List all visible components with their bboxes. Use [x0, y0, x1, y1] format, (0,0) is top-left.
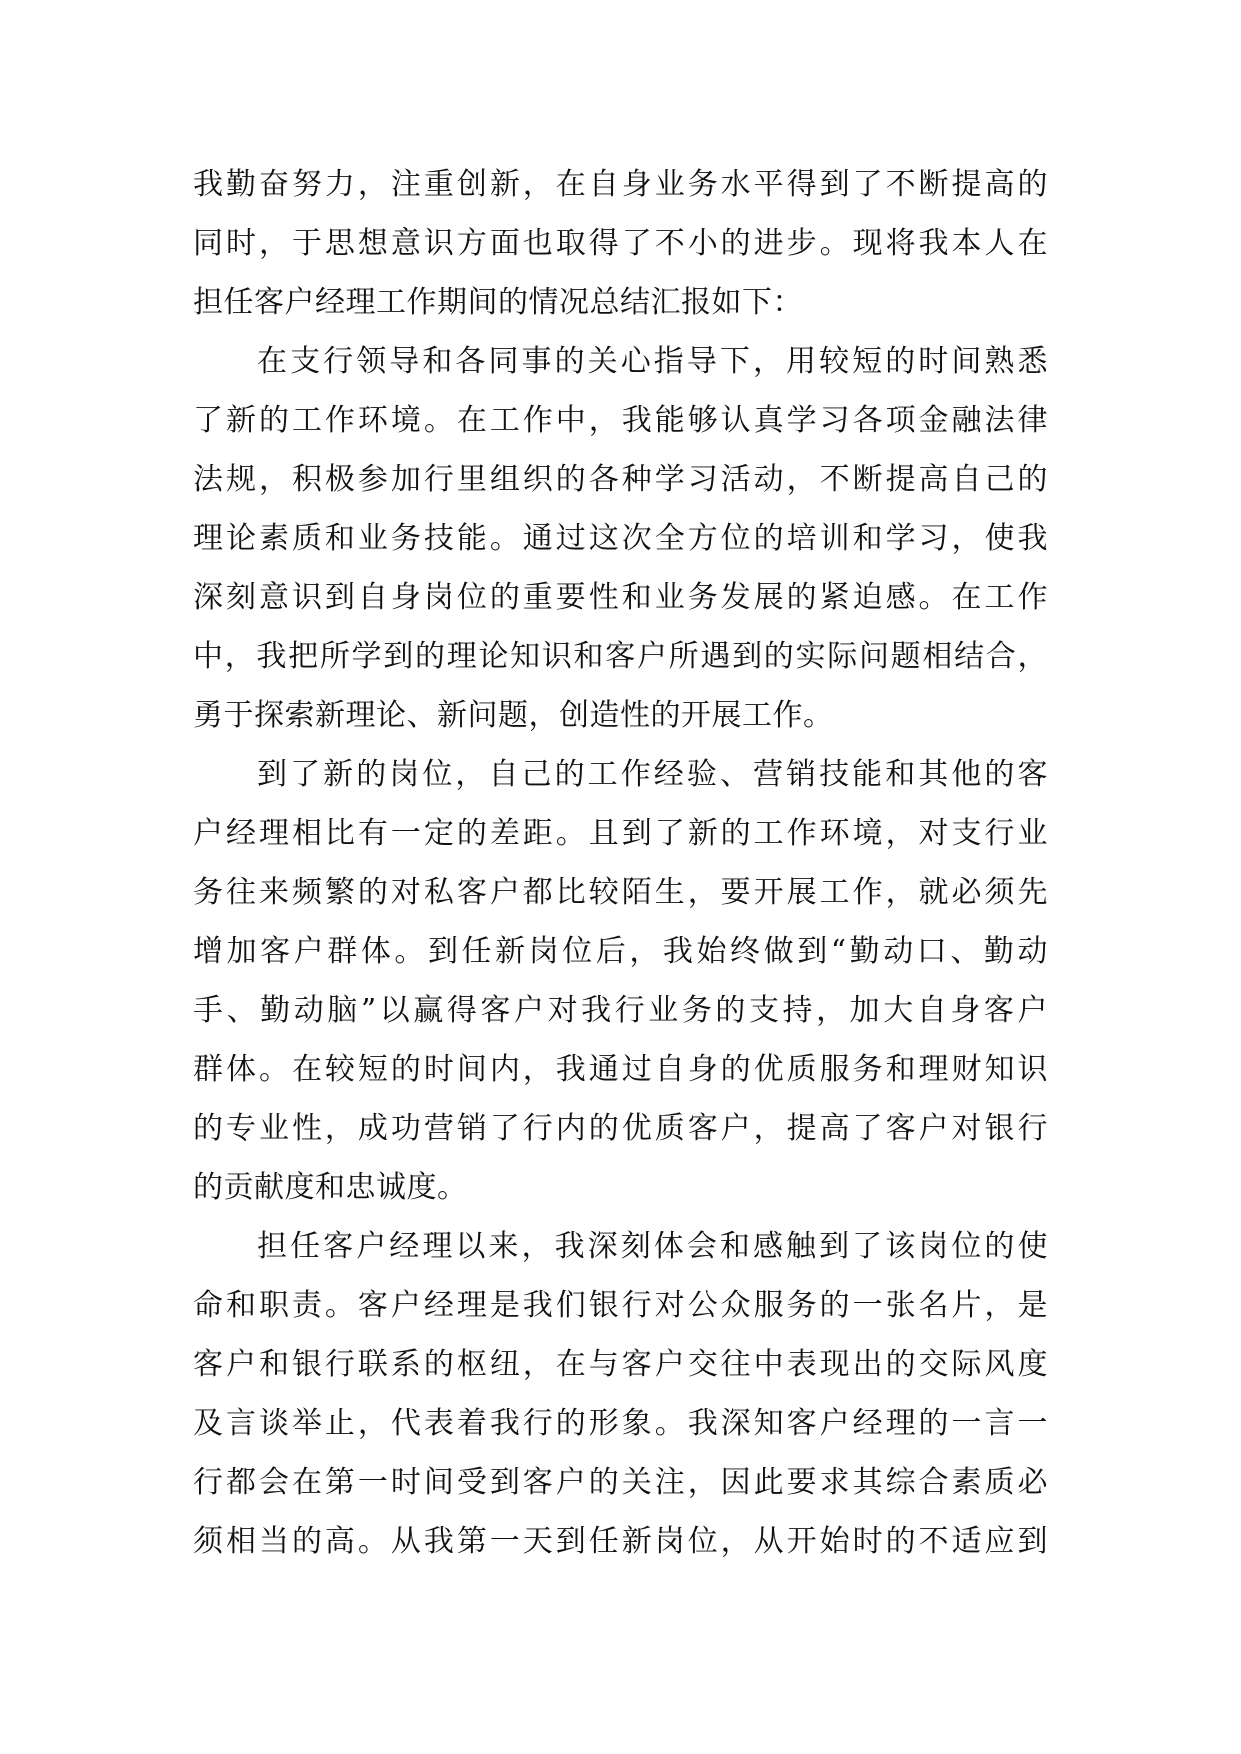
text-line: 及言谈举止，代表着我行的形象。我深知客户经理的一言一	[193, 1406, 1048, 1441]
paragraph-3	[193, 745, 1048, 1217]
text-line: 法规，积极参加行里组织的各种学习活动，不断提高自己的	[193, 462, 1048, 497]
text-line: 担任客户经理以来，我深刻体会和感触到了该岗位的使	[257, 1229, 1048, 1264]
paragraph-4	[193, 1217, 1048, 1571]
paragraph-1	[193, 155, 1048, 332]
text-line: 了新的工作环境。在工作中，我能够认真学习各项金融法律	[193, 403, 1048, 438]
text-line: 的贡献度和忠诚度。	[193, 1170, 468, 1205]
text-line: 务往来频繁的对私客户都比较陌生，要开展工作，就必须先	[193, 875, 1048, 910]
text-line: 担任客户经理工作期间的情况总结汇报如下：	[193, 285, 803, 320]
body-text	[193, 155, 1048, 1571]
text-line: 客户和银行联系的枢纽，在与客户交往中表现出的交际风度	[193, 1347, 1048, 1382]
text-line: 理论素质和业务技能。通过这次全方位的培训和学习，使我	[193, 521, 1048, 556]
text-line: 深刻意识到自身岗位的重要性和业务发展的紧迫感。在工作	[193, 580, 1048, 615]
paragraph-2	[193, 332, 1048, 745]
text-line: 行都会在第一时间受到客户的关注，因此要求其综合素质必	[193, 1465, 1048, 1500]
text-line: 中，我把所学到的理论知识和客户所遇到的实际问题相结合，	[193, 639, 1048, 674]
text-line: 手、勤动脑”以赢得客户对我行业务的支持，加大自身客户	[193, 993, 1048, 1028]
text-line: 命和职责。客户经理是我们银行对公众服务的一张名片，是	[193, 1288, 1048, 1323]
text-line: 增加客户群体。到任新岗位后，我始终做到“勤动口、勤动	[193, 934, 1048, 969]
text-line: 同时，于思想意识方面也取得了不小的进步。现将我本人在	[193, 226, 1048, 261]
text-line: 群体。在较短的时间内，我通过自身的优质服务和理财知识	[193, 1052, 1048, 1087]
text-line: 在支行领导和各同事的关心指导下，用较短的时间熟悉	[257, 344, 1048, 379]
text-line: 须相当的高。从我第一天到任新岗位，从开始时的不适应到	[193, 1524, 1048, 1559]
text-line: 我勤奋努力，注重创新，在自身业务水平得到了不断提高的	[193, 167, 1048, 202]
text-line: 的专业性，成功营销了行内的优质客户，提高了客户对银行	[193, 1111, 1048, 1146]
text-line: 勇于探索新理论、新问题，创造性的开展工作。	[193, 698, 834, 733]
text-line: 到了新的岗位，自己的工作经验、营销技能和其他的客	[257, 757, 1048, 792]
text-line: 户经理相比有一定的差距。且到了新的工作环境，对支行业	[193, 816, 1048, 851]
